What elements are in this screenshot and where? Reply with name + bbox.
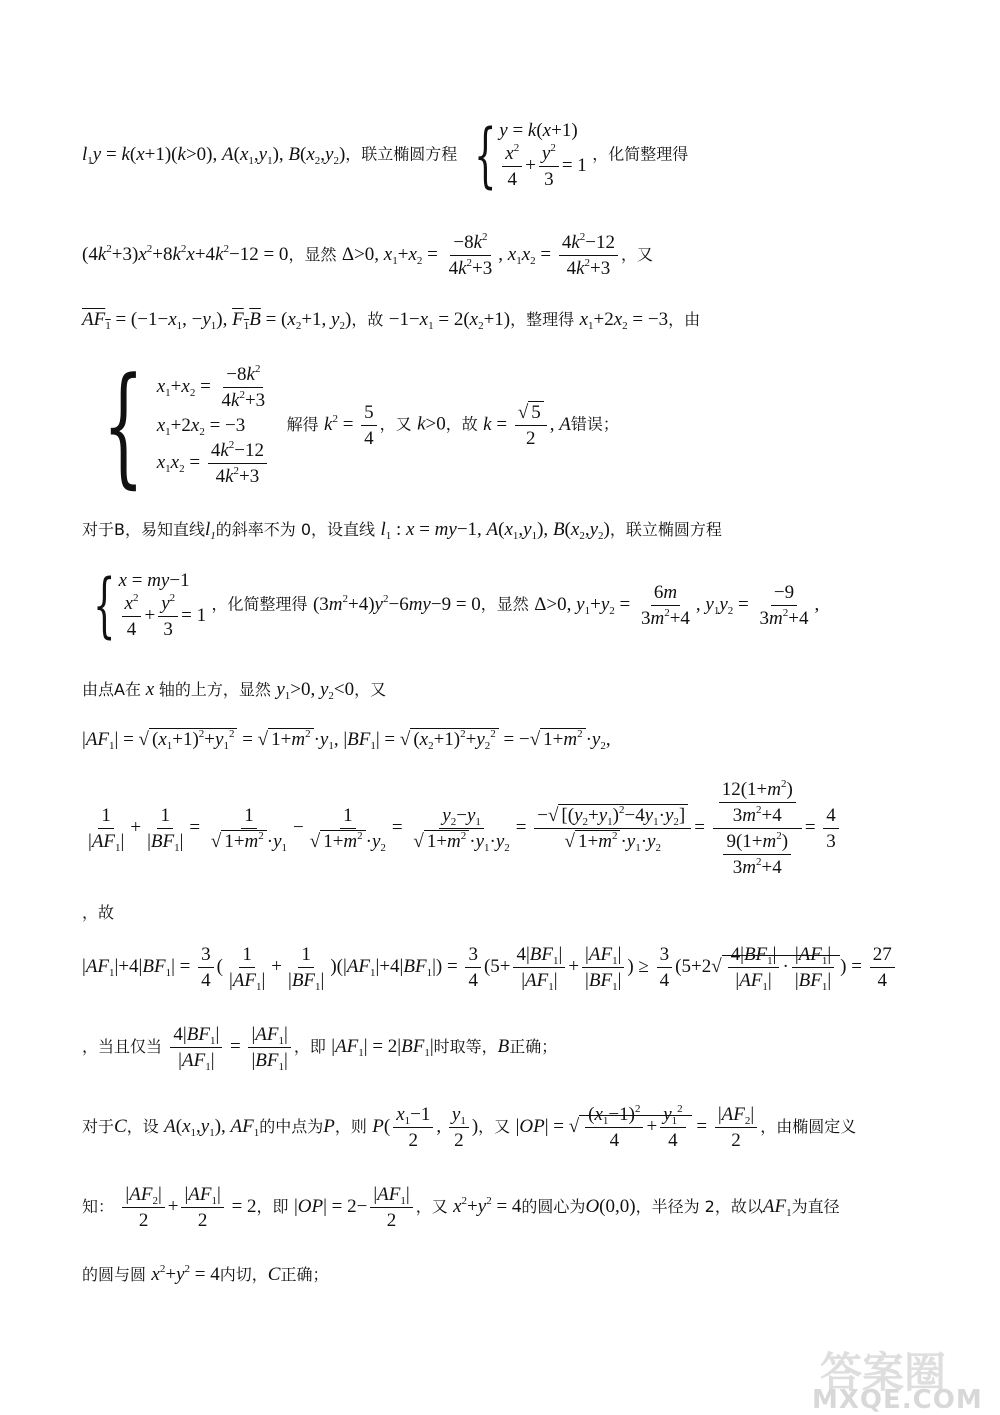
system-ellipse-1: { y = k(x+1) $\frac{x^2}{4}$ + $\frac{y^2}{3}$ = 1 [473,114,587,196]
text-p7-a: 由点A在 [82,680,141,699]
text-p4-end: 错误； [570,414,619,434]
text-p4-mid2: ，故 [445,414,478,434]
text-p12-c: 的中点为 [259,1116,324,1136]
math-line-my: $l_1$ : x = my−1, $A(x_1,y_1)$, $B(x_2,y_2)$ [380,519,610,542]
text-p13-d: 的圆心为 [521,1196,586,1216]
text-p13-e: ，半径为 2，故以 [635,1196,763,1216]
text-p7-c: ，又 [354,680,387,699]
line-1 [82,114,910,196]
math-OP: |OP| = √ $\frac{(x_1-1)^2}{4}$ + $\frac{y_1^2}{4}$ = $\frac{|AF_2|}{2}$ [516,1116,761,1137]
line-5 [82,519,910,542]
text-p12-a: 对于 [82,1116,115,1136]
line-4 [82,349,910,501]
line-6 [82,564,910,646]
math-y-signs: $y_1>0$, $y_2<0$ [276,679,355,702]
text-p2-end: ，又 [621,244,654,264]
line-3 [82,309,910,332]
text-p3-mid: ，故 [351,310,384,329]
text-p12-e: ，又 [478,1116,511,1136]
watermark-url: MXQE.COM [812,1385,983,1415]
text-p13-a: 知： [82,1196,115,1216]
math-B: B [497,1035,510,1057]
math-A-AF1: $A(x_1,y_1)$, $AF_1$ [164,1115,260,1139]
text-p5-b: 的斜率不为 0，设直线 [215,520,376,539]
math-vector-eq: $-1-x_1 = 2(x_2+1)$ [388,309,511,332]
math-ellipse-def: $\frac{|AF_2|}{2}$ + $\frac{|AF_1|}{2}$ = 2 [119,1196,256,1217]
line-2 [82,233,910,278]
line-15 [82,1265,910,1284]
text-p9: ，故 [82,903,115,922]
math-P: P [323,1115,335,1137]
watermark-logo: 答案圈 [820,1348,947,1397]
text-p7-b: 轴的上方，显然 [158,680,271,699]
math-quadratic-x: $(4k^2+3)x^2+8k^2x+4k^2-12 = 0$ [82,242,289,265]
text-p13-c: ，又 [415,1196,448,1216]
math-af-2bf: $|AF_1| = 2|BF_1|$ [331,1035,434,1059]
line-8: $|AF_1|$ = √ $(x_1+1)^2+y_1^2$ = √ $1+m^2 \cdot y_1$, $|BF_1|$ = √ $(x_2+1)^2+y_2^2$ = −√ $1+m^2 \cdot y_2$, [82,728,611,752]
system-ellipse-2: { x = my−1 $\frac{x^2}{4}$ + $\frac{y^2}{3}$ = 1 [93,564,207,646]
text-p11-c: 时取等， [433,1036,498,1056]
line-12 [82,1024,910,1073]
text-p4-solve: 解得 [286,414,319,434]
text-p12-b: ，设 [126,1116,159,1136]
text-p11-d: 正确； [509,1036,558,1056]
text-p11-b: ，即 [293,1036,326,1056]
math-k-positive: k>0 [417,413,446,435]
math-x1-2x2: $x_1+2x_2 = -3$ [579,309,669,332]
text-p13-f: 为直径 [791,1196,840,1216]
line-7 [82,679,910,702]
math-k-squared: $k^2$ = $\frac{5}{4}$ [324,414,380,435]
math-quadratic-y: $(3m^2+4)y^2-6my-9 = 0$ [312,592,481,615]
text-p1-tail: ，联立椭圆方程 [345,144,458,164]
math-equality-cond: $\frac{4|BF_1|}{|AF_1|}$ = $\frac{|AF_1|}{|BF_1|}$ [167,1036,293,1057]
line-9: $\frac{1}{|AF_1|}$ + $\frac{1}{|BF_1|}$ = $\frac{1}{√ 1+m^2 \cdot y_1}$ − $\frac{1}{√ 1+m^2 \cdot y_2}$ = $\frac{y_2-y_1}{√ 1+m^2 \cdot y_1\cdot y_2}$ = $\frac{-√ [(y_2+y_1)^2-4y_1\cdot y_2]}{√ 1+m^2 \cdot y_1\cdot y_2}$ = $\frac{\frac{12(1+m^2)}{3m^2+4}}{\frac{9(1+m^2)}{3m^2+4}}$ = $\frac{4}{3}$ [82,780,910,877]
text-p4-mid: ，又 [379,414,412,434]
math-origin: O(0,0) [585,1195,636,1217]
text-p14-b: 内切， [219,1265,268,1284]
line-10 [82,905,910,922]
math-vectors: $AF_1 = (-1-x_1$, $-y_1$), $F_1B = (x_2+1$, $y_2$) [82,309,352,332]
math-OP-result: |OP| = 2− $\frac{|AF_1|}{2}$ [294,1196,416,1217]
text-p3-mid2: ，整理得 [510,310,575,329]
text-p5-a: 对于B，易知直线 [82,520,205,539]
line-14 [82,1185,910,1230]
text-p2-mid: ，显然 [288,244,337,264]
text-p11-a: ，当且仅当 [82,1036,163,1056]
math-C2: C [267,1264,281,1285]
math-x-axis: x [140,679,159,700]
math-line-l1: $l_1y = k(x+1)(k>0)$, $A(x_1,y_1)$, $B(x_2,y_2)$ [82,143,346,167]
system-solve-k: { $x_1+x_2$ = $\frac{-8k^2}{4k^2+3}$ $x_1+2x_2 = -3$ $x_1x_2$ = $\frac{4k^2-12}{4k^2+3}$ [102,349,266,501]
math-vieta-x: Δ>0, $x_1+x_2$ = $\frac{-8k^2}{4k^2+3}$ , $x_1x_2$ = $\frac{4k^2-12}{4k^2+3}$ [342,244,621,265]
math-P-coords: P( $\frac{x_1-1}{2}$ , $\frac{y_1}{2}$ ) [372,1104,479,1151]
text-p5-c: ，联立椭圆方程 [609,520,722,539]
math-vieta-y: Δ>0, $y_1+y_2$ = $\frac{6m}{3m^2+4}$ , $y_1y_2$ = $\frac{-9}{3m^2+4}$ , [534,581,820,629]
line-11: $|AF_1|+4|BF_1|$ = $\frac{3}{4}$ ( $\frac{1}{|AF_1|}$ + $\frac{1}{|BF_1|}$ )$(|AF_1|+4|BF_1|)$ = $\frac{3}{4}$ (5+ $\frac{4|BF_1|}{|AF_1|}$ + $\frac{|AF_1|}{|BF_1|}$ ) ≥ $\frac{3}{4}$ (5+2√ $\frac{4|BF_1|}{|AF_1|}$ · $\frac{|AF_1|}{|BF_1|}$ ) = $\frac{27}{4}$ [82,945,910,990]
text-p14-a: 的圆与圆 [82,1265,147,1284]
text-p3-end: ，由 [668,310,701,329]
line-13 [82,1105,910,1150]
text-p12-f: ，由椭圆定义 [760,1116,857,1136]
math-C: C [114,1115,127,1137]
math-AF1: $AF_1$ [762,1195,792,1219]
math-k-value: k = $\frac{√ 5}{2}$ , A [483,401,571,449]
text-p12-d: ，则 [334,1116,367,1136]
text-p14-c: 正确； [280,1265,329,1284]
text-p6-b: ，显然 [480,594,529,614]
text-p13-b: ，即 [256,1196,289,1216]
text-p6-a: ，化简整理得 [211,594,308,614]
math-circle: $x^2+y^2 = 4$ [453,1194,522,1217]
text-p1-end: ，化简整理得 [592,144,689,164]
math-circle-2: $x^2+y^2 = 4$ [151,1263,220,1285]
math-l1: $l_1$ [204,519,216,542]
